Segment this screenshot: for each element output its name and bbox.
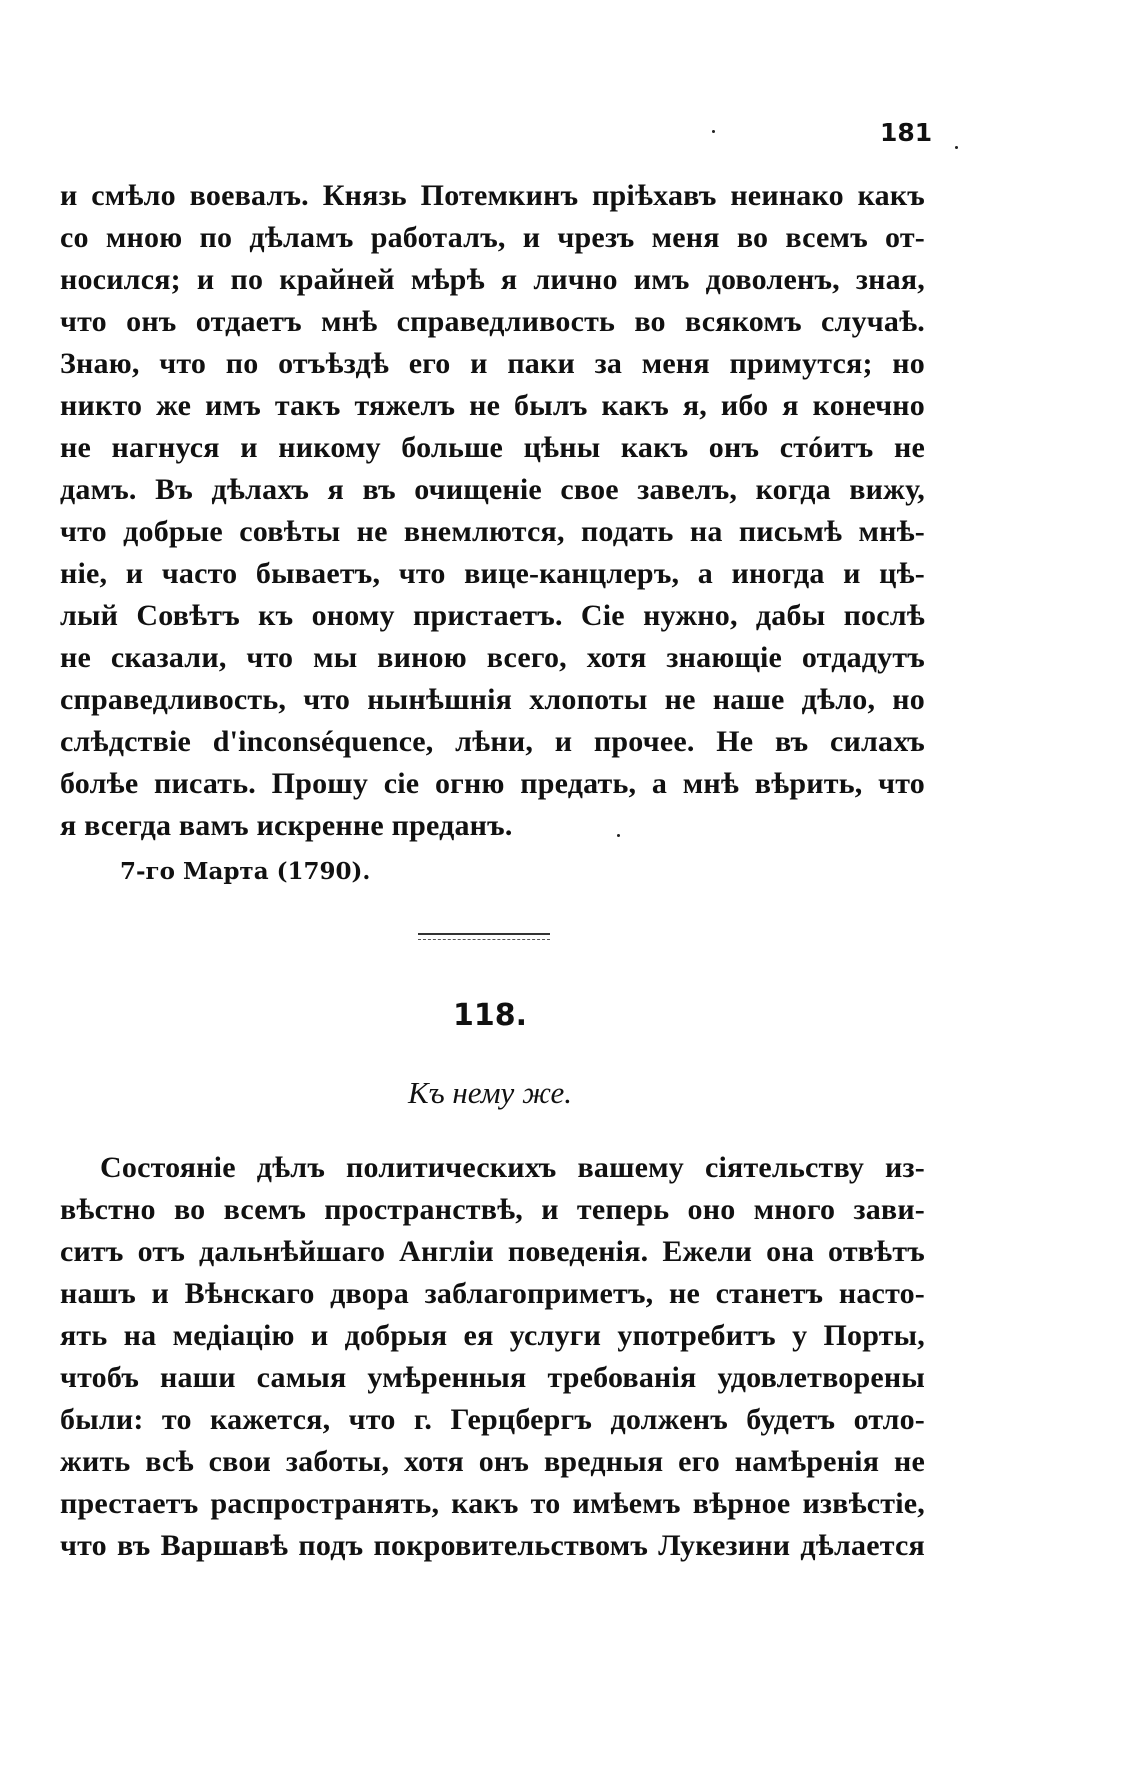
text-line: справедливость, что нынѣшнія хлопоты не наше дѣло, но [60, 683, 925, 716]
text-line: нашъ и Вѣнскаго двора заблагоприметъ, не станетъ насто- [60, 1277, 925, 1310]
ink-speck [955, 146, 958, 149]
ink-speck [712, 130, 715, 133]
text-line: не нагнуся и никому больше цѣны какъ онъ стóитъ не [60, 431, 925, 464]
letter-heading: Къ нему же. [407, 1075, 573, 1110]
text-line: ніе, и часто бываетъ, что вице-канцлеръ, а иногда и цѣ- [60, 557, 925, 590]
text-line: что онъ отдаетъ мнѣ справедливость во всякомъ случаѣ. [60, 305, 925, 338]
text-line: вѣстно во всемъ пространствѣ, и теперь оно много зави- [60, 1193, 925, 1226]
letter-date: 7-го Марта (1790). [120, 858, 371, 885]
text-line: носился; и по крайней мѣрѣ я лично имъ доволенъ, зная, [60, 263, 925, 296]
text-line: никто же имъ такъ тяжелъ не былъ какъ я, ибо я конечно [60, 389, 925, 422]
text-line: Состояніе дѣлъ политическихъ вашему сіятельству из- [100, 1151, 925, 1184]
letter-body [60, 1147, 925, 1567]
text-line: Знаю, что по отъѣздѣ его и паки за меня примутся; но [60, 347, 925, 380]
text-line: дамъ. Въ дѣлахъ я въ очищеніе свое завелъ, когда вижу, [60, 473, 925, 506]
text-line: лый Совѣтъ къ оному пристаетъ. Сіе нужно, дабы послѣ [60, 599, 925, 632]
letter-number: 118. [452, 998, 528, 1033]
page-number: 181 [880, 118, 933, 147]
text-line: чтобъ наши самыя умѣренныя требованія удовлетворены [60, 1361, 925, 1394]
text-line: жить всѣ свои заботы, хотя онъ вредныя его намѣренія не [60, 1445, 925, 1478]
text-line: слѣдствіе d'inconséquence, лѣни, и прочее. Не въ силахъ [60, 725, 925, 758]
text-line: и смѣло воевалъ. Князь Потемкинъ пріѣхавъ неинако какъ [60, 179, 925, 212]
text-line: болѣе писать. Прошу сіе огню предать, а мнѣ вѣрить, что [60, 767, 925, 800]
text-line: ять на медіацію и добрыя ея услуги употребитъ у Порты, [60, 1319, 925, 1352]
text-line: что добрые совѣты не внемлются, подать на письмѣ мнѣ- [60, 515, 925, 548]
text-line: ситъ отъ дальнѣйшаго Англіи поведенія. Ежели она отвѣтъ [60, 1235, 925, 1268]
text-line: были: то кажется, что г. Герцбергъ долженъ будетъ отло- [60, 1403, 925, 1436]
section-divider [418, 933, 550, 940]
text-line: не сказали, что мы виною всего, хотя знающіе отдадутъ [60, 641, 925, 674]
text-line: со мною по дѣламъ работалъ, и чрезъ меня во всемъ от- [60, 221, 925, 254]
letter-continuation [60, 175, 925, 847]
text-line: я всегда вамъ искренне преданъ. [60, 809, 513, 842]
text-line: что въ Варшавѣ подъ покровительствомъ Лукезини дѣлается [60, 1529, 925, 1562]
text-line: престаетъ распространять, какъ то имѣемъ вѣрное извѣстіе, [60, 1487, 925, 1520]
